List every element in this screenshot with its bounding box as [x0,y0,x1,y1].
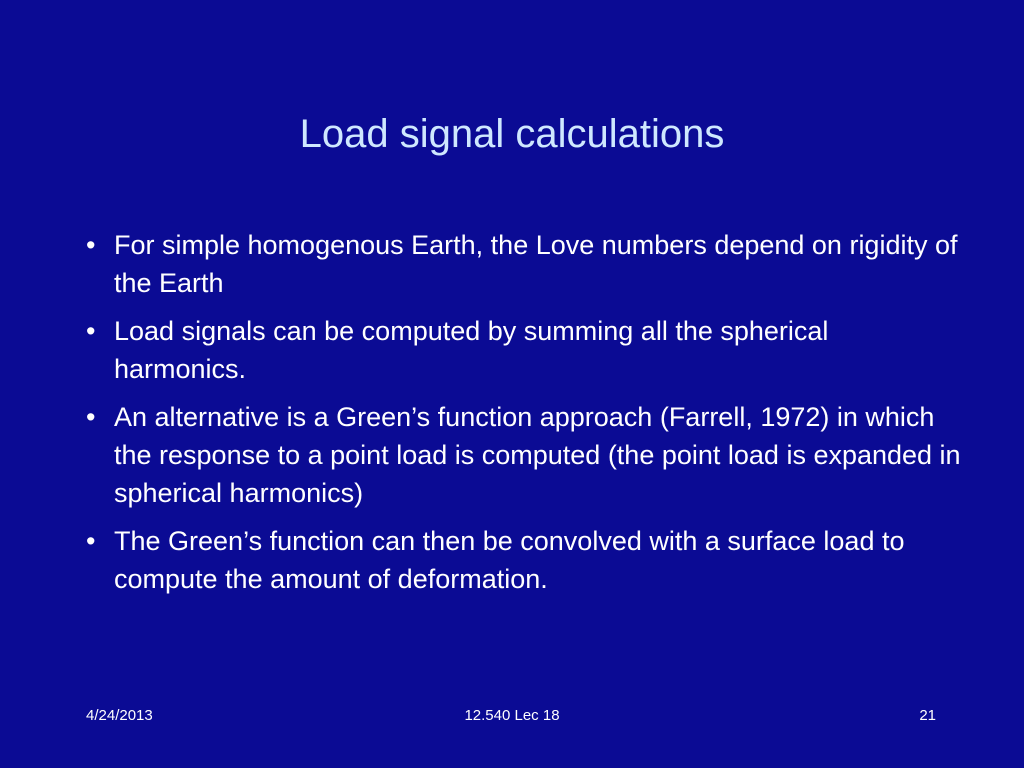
bullet-text: The Green’s function can then be convolved with a surface load to compute the amount of deformation. [114,526,905,594]
slide-title: Load signal calculations [299,112,725,156]
bullet-item [84,226,964,302]
bullet-item [84,398,964,512]
bullet-icon: • [86,402,96,432]
footer-page-number: 21 [919,707,936,724]
bullet-text: For simple homogenous Earth, the Love numbers depend on rigidity of the Earth [114,230,958,298]
footer-course: 12.540 Lec 18 [464,707,560,724]
bullet-text: An alternative is a Green’s function approach (Farrell, 1972) in which the response to a point load is computed (the point load is expanded in spherical harmonics) [114,402,961,508]
bullet-text: Load signals can be computed by summing all the spherical harmonics. [114,316,829,384]
bullet-icon: • [86,316,96,346]
footer-date: 4/24/2013 [86,707,153,724]
bullet-list [84,226,964,608]
bullet-icon: • [86,526,96,556]
bullet-item [84,312,964,388]
bullet-icon: • [86,230,96,260]
bullet-item [84,522,964,598]
